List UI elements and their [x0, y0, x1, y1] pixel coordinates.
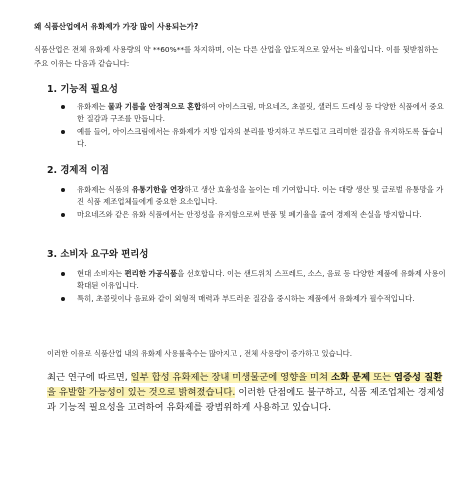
section-heading: 2. 경제적 이점	[47, 165, 109, 176]
list-item: 현대 소비자는 편리한 가공식품을 선호합니다. 이는 샌드위치 스프레드, 소스, 음료 등 다양한 제품에 유화제 사용이 확대된 이유입니다.	[47, 268, 447, 291]
section-functional	[47, 81, 447, 149]
list-item: 유화제는 식품의 유통기한을 연장하고 생산 효율성을 높이는 데 기여합니다. 이는 대량 생산 및 글로벌 유통망을 가진 식품 제조업체들에게 중요한 요소입니다.	[47, 184, 447, 207]
bullet-list	[47, 101, 447, 149]
bullet-icon	[61, 130, 65, 134]
page-title: 왜 식품산업에서 유화제가 가장 많이 사용되는가?	[34, 22, 199, 31]
section-consumer	[47, 246, 447, 305]
list-item: 마요네즈와 같은 유화 식품에서는 안정성을 유지함으로써 반품 및 폐기율을 줄여 경제적 손실을 방지합니다.	[47, 209, 447, 221]
bullet-icon	[61, 297, 65, 301]
section-heading: 1. 기능적 필요성	[47, 84, 118, 95]
section-heading: 3. 소비자 요구와 편리성	[47, 249, 149, 260]
list-item: 특히, 초콜릿이나 음료와 같이 외형적 매력과 부드러운 질감을 중시하는 제품에서 유화제가 필수적입니다.	[47, 293, 447, 305]
conclusion-paragraph: 이러한 이유로 식품산업 내의 유화제 사용률축수는 많아지고 , 전체 사용량이 증가하고 있습니다.	[47, 349, 353, 358]
bullet-icon	[61, 272, 65, 276]
bullet-list	[47, 268, 447, 305]
highlighted-text: 일부 합성 유화제는 장내 미생물군에 영향을 미쳐 소화 문제 또는 염증성 질환을 유발할 가능성이 있는 것으로 밝혀졌습니다.	[47, 372, 443, 398]
intro-paragraph: 식품산업은 전체 유화제 사용량의 약 **60%**를 차지하며, 이는 다른 산업을 압도적으로 앞서는 비율입니다. 이를 뒷받침하는 주요 이유는 다음과 같습니다:	[34, 45, 439, 68]
bullet-icon	[61, 188, 65, 192]
bullet-icon	[61, 213, 65, 217]
list-item: 유화제는 물과 기름을 안정적으로 혼합하여 아이스크림, 마요네즈, 초콜릿, 샐러드 드레싱 등 다양한 식품에서 중요한 질감과 구조를 만듭니다.	[47, 101, 447, 124]
list-item: 예를 들어, 아이스크림에서는 유화제가 지방 입자의 분리를 방지하고 부드럽고 크리미한 질감을 유지하도록 돕습니다.	[47, 126, 447, 149]
bullet-list	[47, 184, 447, 221]
bullet-icon	[61, 105, 65, 109]
section-economic	[47, 162, 447, 221]
research-paragraph: 최근 연구에 따르면, 일부 합성 유화제는 장내 미생물군에 영향을 미쳐 소화 문제 또는 염증성 질환을 유발할 가능성이 있는 것으로 밝혀졌습니다. 이러한 단점에도 불구하고, 식품 제조업체는 경제성과 기능적 필요성을 고려하여 유화제를 광범위하게 사용하고 있습니다.	[47, 372, 445, 413]
